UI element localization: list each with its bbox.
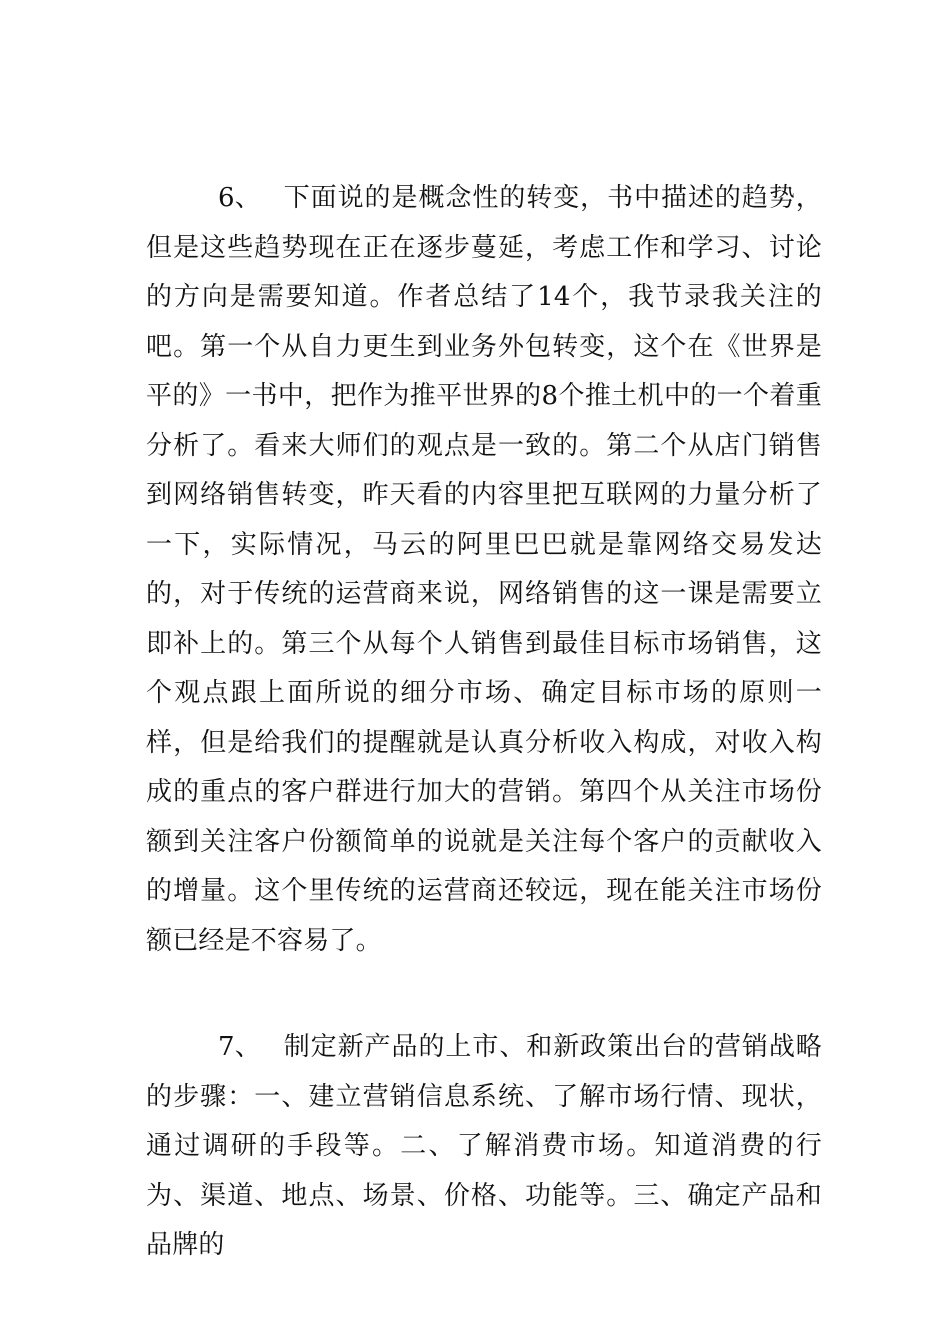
paragraph-6 [146,174,822,966]
paragraph-7-text: 制定新产品的上市、和新政策出台的营销战略的步骤：一、建立营销信息系统、了解市场行情、现状，通过调研的手段等。二、了解消费市场。知道消费的行为、渠道、地点、场景、价格、功能等。三、确定产品和品牌的 [146,1032,822,1260]
paragraph-6-number: 6、 [218,183,261,213]
paragraph-7-number: 7、 [218,1032,261,1062]
paragraph-6-text: 下面说的是概念性的转变，书中描述的趋势，但是这些趋势现在正在逐步蔓延，考虑工作和学习、讨论的方向是需要知道。作者总结了14个，我节录我关注的吧。第一个从自力更生到业务外包转变，这个在《世界是平的》一书中，把作为推平世界的8个推土机中的一个着重分析了。看来大师们的观点是一致的。第二个从店门销售到网络销售转变，昨天看的内容里把互联网的力量分析了一下，实际情况，马云的阿里巴巴就是靠网络交易发达的，对于传统的运营商来说，网络销售的这一课是需要立即补上的。第三个从每个人销售到最佳目标市场销售，这个观点跟上面所说的细分市场、确定目标市场的原则一样，但是给我们的提醒就是认真分析收入构成，对收入构成的重点的客户群进行加大的营销。第四个从关注市场份额到关注客户份额简单的说就是关注每个客户的贡献收入的增量。这个里传统的运营商还较远，现在能关注市场份额已经是不容易了。 [146,183,822,956]
paragraph-7 [146,1023,822,1271]
